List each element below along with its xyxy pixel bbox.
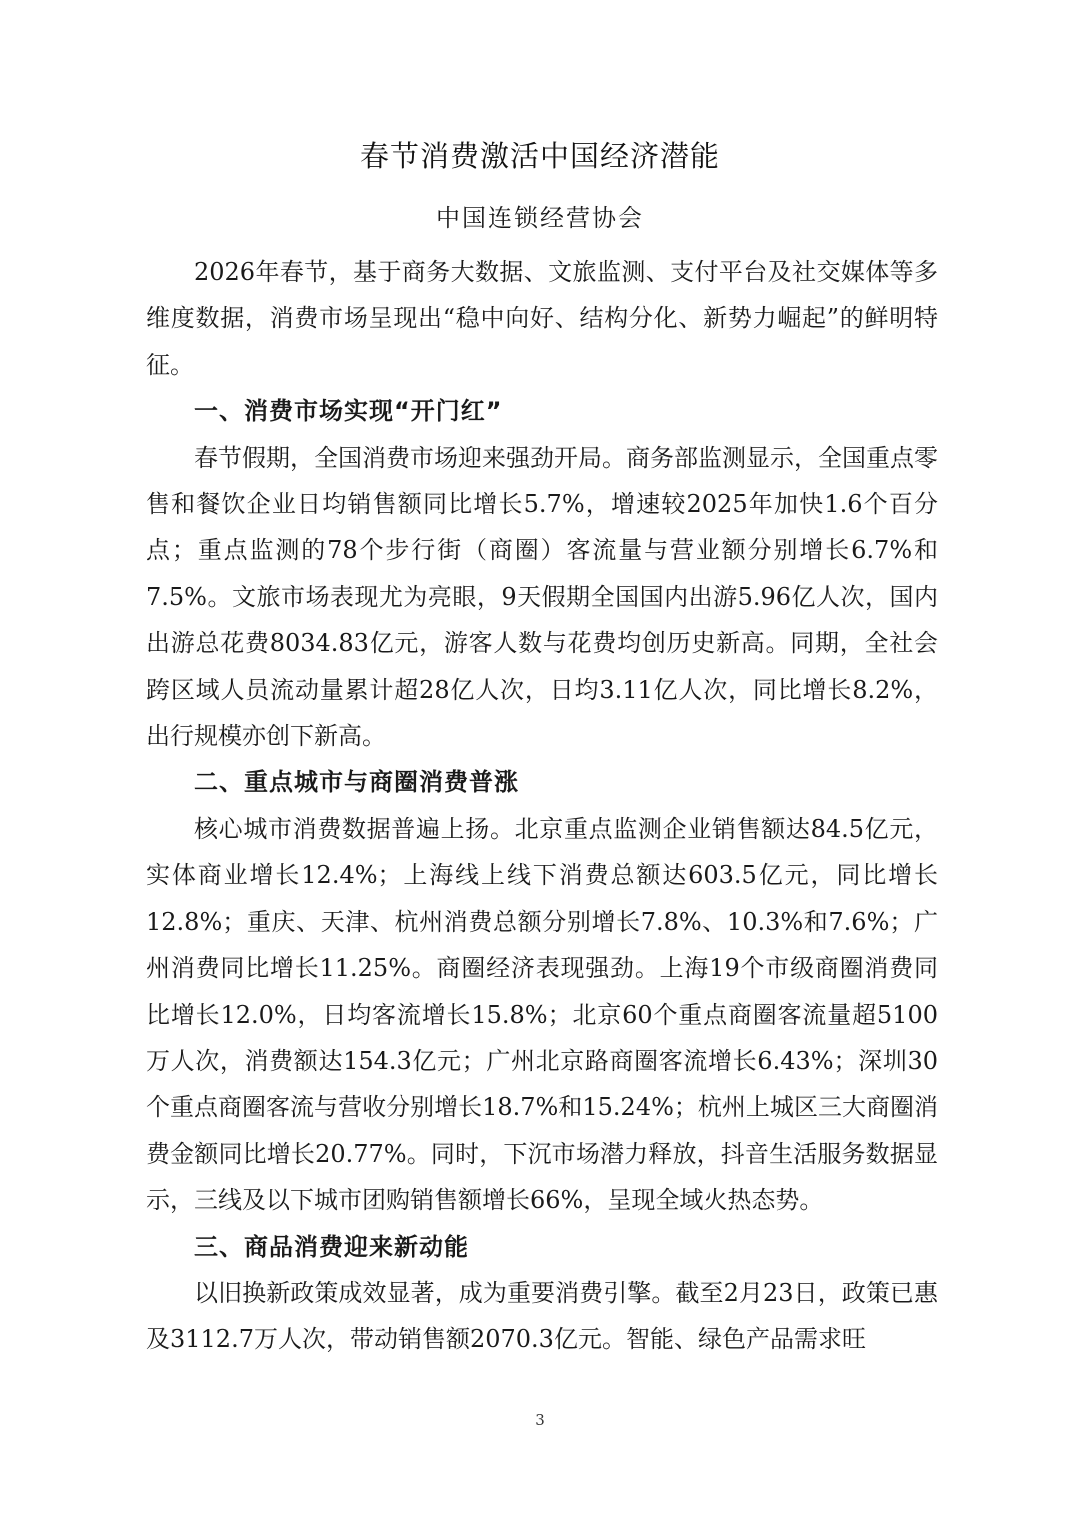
page-number: 3 bbox=[535, 1411, 545, 1429]
document-author: 中国连锁经营协会 bbox=[436, 204, 644, 232]
section-heading-1: 一、消费市场实现“开门红” bbox=[194, 397, 503, 426]
document-body bbox=[146, 249, 938, 1363]
section-heading-2: 二、重点城市与商圈消费普涨 bbox=[194, 768, 519, 797]
section-paragraph-2: 核心城市消费数据普遍上扬。北京重点监测企业销售额达84.5亿元，实体商业增长12.4%；上海线上线下消费总额达603.5亿元，同比增长12.8%；重庆、天津、杭州消费总额分别增长7.8%、10.3%和7.6%；广州消费同比增长11.25%。商圈经济表现强劲。上海19个市级商圈消费同比增长12.0%，日均客流增长15.8%；北京60个重点商圈客流量超5100万人次，消费额达154.3亿元；广州北京路商圈客流增长6.43%；深圳30个重点商圈客流与营收分别增长18.7%和15.24%；杭州上城区三大商圈消费金额同比增长20.77%。同时，下沉市场潜力释放，抖音生活服务数据显示，三线及以下城市团购销售额增长66%，呈现全域火热态势。 bbox=[146, 814, 938, 1215]
section-heading-3: 三、商品消费迎来新动能 bbox=[194, 1232, 469, 1261]
section-paragraph-3: 以旧换新政策成效显著，成为重要消费引擎。截至2月23日，政策已惠及3112.7万人次，带动销售额2070.3亿元。智能、绿色产品需求旺 bbox=[146, 1278, 938, 1354]
intro-paragraph: 2026年春节，基于商务大数据、文旅监测、支付平台及社交媒体等多维度数据，消费市场呈现出“稳中向好、结构分化、新势力崛起”的鲜明特征。 bbox=[146, 258, 938, 379]
section-paragraph-1: 春节假期，全国消费市场迎来强劲开局。商务部监测显示，全国重点零售和餐饮企业日均销售额同比增长5.7%，增速较2025年加快1.6个百分点；重点监测的78个步行街（商圈）客流量与营业额分别增长6.7%和7.5%。文旅市场表现尤为亮眼，9天假期全国国内出游5.96亿人次，国内出游总花费8034.83亿元，游客人数与花费均创历史新高。同期，全社会跨区域人员流动量累计超28亿人次，日均3.11亿人次，同比增长8.2%，出行规模亦创下新高。 bbox=[146, 443, 938, 751]
document-title: 春节消费激活中国经济潜能 bbox=[359, 139, 720, 173]
